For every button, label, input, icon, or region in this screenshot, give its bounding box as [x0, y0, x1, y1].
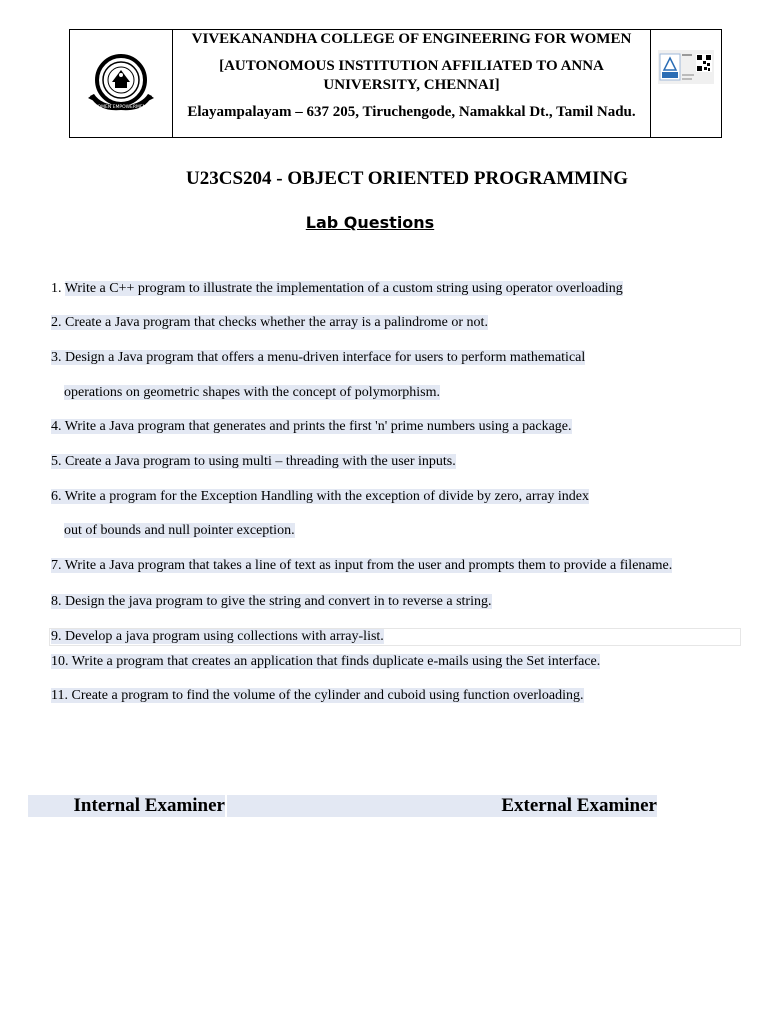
question-text: operations on geometric shapes with the concept of polymorphism.: [64, 385, 440, 400]
question-item: [51, 593, 492, 611]
question-item: [51, 557, 672, 575]
question-number: 1.: [51, 281, 65, 296]
college-emblem-icon: [84, 48, 158, 120]
question-continuation: [51, 522, 295, 540]
question-item: [51, 280, 623, 298]
internal-examiner-label: Internal Examiner: [28, 795, 225, 817]
question-number: 5.: [51, 454, 65, 469]
course-title: U23CS204 - OBJECT ORIENTED PROGRAMMING: [186, 168, 628, 189]
question-text: Write a Java program that generates and prints the first 'n' prime numbers using a package.: [64, 419, 572, 434]
question-item: [51, 349, 585, 367]
question-item: [51, 687, 584, 705]
question-number: 4.: [51, 419, 65, 434]
address-text: Elayampalayam – 637 205, Tiruchengode, Namakkal Dt., Tamil Nadu.: [187, 104, 636, 120]
question-number: 9.: [51, 629, 65, 644]
question-item: [51, 628, 384, 646]
question-text: Create a program to find the volume of the cylinder and cuboid using function overloading.: [71, 688, 584, 703]
question-text: Write a program for the Exception Handling with the exception of divide by zero, array index: [64, 489, 590, 504]
question-number: 7.: [51, 558, 65, 573]
svg-text:WOMEN EMPOWERMENT: WOMEN EMPOWERMENT: [93, 104, 149, 110]
question-text: Create a Java program to using multi – threading with the user inputs.: [65, 454, 456, 469]
college-name: VIVEKANANDHA COLLEGE OF ENGINEERING FOR WOMEN: [191, 31, 632, 47]
question-text: Write a Java program that takes a line of text as input from the user and prompts them to provide a filename.: [64, 558, 673, 573]
question-number: 8.: [51, 594, 65, 609]
affiliation-text: [AUTONOMOUS INSTITUTION AFFILIATED TO ANNA UNIVERSITY, CHENNAI]: [219, 58, 604, 93]
question-text: Create a Java program that checks whether the array is a palindrome or not.: [65, 315, 488, 330]
question-text: Write a C++ program to illustrate the implementation of a custom string using operator overloading: [64, 281, 623, 296]
question-number: 2.: [51, 315, 65, 330]
signature-bar: [28, 795, 657, 817]
header-table: [69, 29, 722, 138]
question-text: Design a Java program that offers a menu-driven interface for users to perform mathematical: [65, 350, 586, 365]
question-item: [51, 314, 488, 332]
question-continuation: [51, 384, 440, 402]
question-item: [51, 418, 572, 436]
question-number: 11.: [51, 688, 72, 703]
question-text: Write a program that creates an application that finds duplicate e-mails using the Set interface.: [71, 654, 601, 669]
external-examiner-label: External Examiner: [227, 795, 657, 817]
section-title: Lab Questions: [305, 213, 435, 232]
question-number: 3.: [51, 350, 65, 365]
certification-cell: [650, 30, 721, 137]
question-text: Design the java program to give the string and convert in to reverse a string.: [65, 594, 492, 609]
question-item: [51, 653, 600, 671]
certification-badge-icon: [658, 50, 714, 84]
question-text: Develop a java program using collections with array-list.: [65, 629, 384, 644]
header-text-cell: [173, 30, 650, 137]
logo-cell: [70, 30, 173, 137]
question-text: out of bounds and null pointer exception.: [64, 523, 295, 538]
question-item: [51, 453, 456, 471]
question-item: [51, 488, 589, 506]
question-number: 6.: [51, 489, 65, 504]
question-number: 10.: [51, 654, 72, 669]
